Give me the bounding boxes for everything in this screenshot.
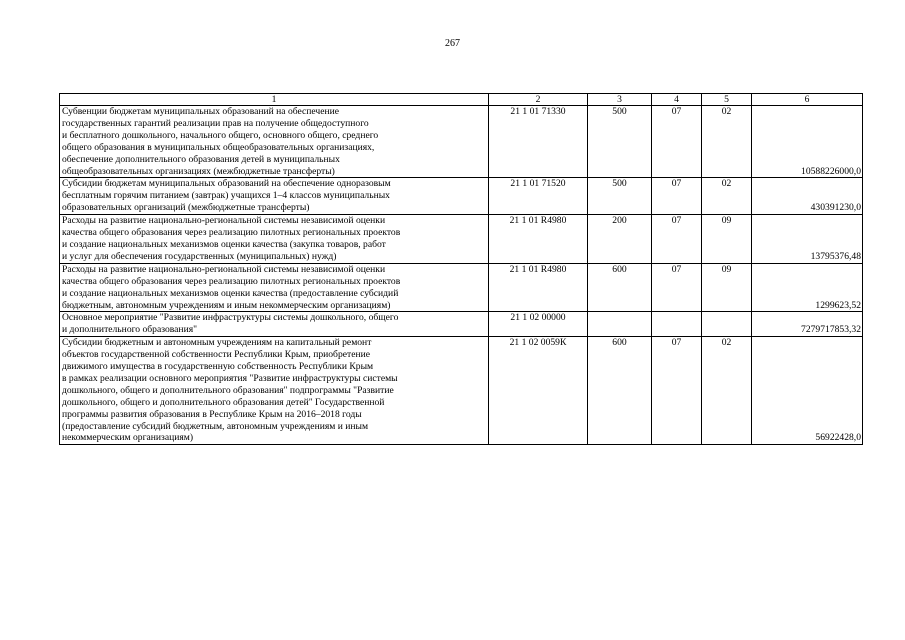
row-section: 07 [652,215,702,264]
row-name: Субсидии бюджетным и автономным учреждениям на капитальный ремонт объектов государственной собственности Республики Крым, приобретение движимого имущества в государственную собственность Республики Крым в рамках реализации основного мероприятия "Развитие инфраструктуры системы дошкольного, общего и дополнительного образования" подпрограммы "Развитие дошкольного, общего и дополнительного образования детей" Государственной программы развития образования в Республике Крым на 2016–2018 годы (предоставление субсидий бюджетным, автономным учреждениям и иным некоммерческим организациям) [60,337,489,445]
row-amount: 430391230,0 [752,178,863,215]
column-header: 1 [60,94,489,106]
column-header: 6 [752,94,863,106]
column-header: 2 [489,94,588,106]
column-header: 3 [588,94,652,106]
row-expense-type: 200 [588,215,652,264]
row-name: Расходы на развитие национально-региональной системы независимой оценки качества общего образования через реализацию пилотных региональных проектов и создание национальных механизмов оценки качества (предоставление субсидий бюджетным, автономным учреждениям и иным некоммерческим организациям) [60,263,489,312]
table-row [60,178,863,215]
table-row [60,106,863,178]
table-row [60,215,863,264]
row-expense-type: 600 [588,337,652,445]
row-expense-type: 500 [588,106,652,178]
row-code: 21 1 02 00000 [489,312,588,337]
row-name: Расходы на развитие национально-региональной системы независимой оценки качества общего образования через реализацию пилотных региональных проектов и создание национальных механизмов оценки качества (закупка товаров, работ и услуг для обеспечения государственных (муниципальных) нужд) [60,215,489,264]
row-amount: 56922428,0 [752,337,863,445]
table-row [60,312,863,337]
row-subsection: 02 [702,106,752,178]
row-amount: 13795376,48 [752,215,863,264]
row-section: 07 [652,337,702,445]
row-subsection: 02 [702,178,752,215]
page-number: 267 [445,38,460,49]
row-expense-type: 500 [588,178,652,215]
table-row [60,263,863,312]
row-code: 21 1 01 71330 [489,106,588,178]
budget-table [59,93,863,445]
row-code: 21 1 01 R4980 [489,263,588,312]
table-header-row [60,94,863,106]
row-expense-type: 600 [588,263,652,312]
row-name: Субвенции бюджетам муниципальных образований на обеспечение государственных гарантий реализации прав на получение общедоступного и бесплатного дошкольного, начального общего, основного общего, среднего общего образования в муниципальных общеобразовательных организациях, обеспечение дополнительного образования детей в муниципальных общеобразовательных организациях (межбюджетные трансферты) [60,106,489,178]
row-amount: 10588226000,0 [752,106,863,178]
row-amount: 1299623,52 [752,263,863,312]
row-subsection: 02 [702,337,752,445]
row-section: 07 [652,263,702,312]
table-row [60,337,863,445]
row-subsection: 09 [702,263,752,312]
row-subsection [702,312,752,337]
row-code: 21 1 02 0059К [489,337,588,445]
column-header: 4 [652,94,702,106]
row-code: 21 1 01 R4980 [489,215,588,264]
row-name: Субсидии бюджетам муниципальных образований на обеспечение одноразовым бесплатным горячим питанием (завтрак) учащихся 1–4 классов муниципальных образовательных организаций (межбюджетные трансферты) [60,178,489,215]
row-section: 07 [652,178,702,215]
column-header: 5 [702,94,752,106]
row-expense-type [588,312,652,337]
row-amount: 7279717853,32 [752,312,863,337]
row-section [652,312,702,337]
row-section: 07 [652,106,702,178]
row-code: 21 1 01 71520 [489,178,588,215]
row-subsection: 09 [702,215,752,264]
row-name: Основное мероприятие "Развитие инфраструктуры системы дошкольного, общего и дополнительного образования" [60,312,489,337]
